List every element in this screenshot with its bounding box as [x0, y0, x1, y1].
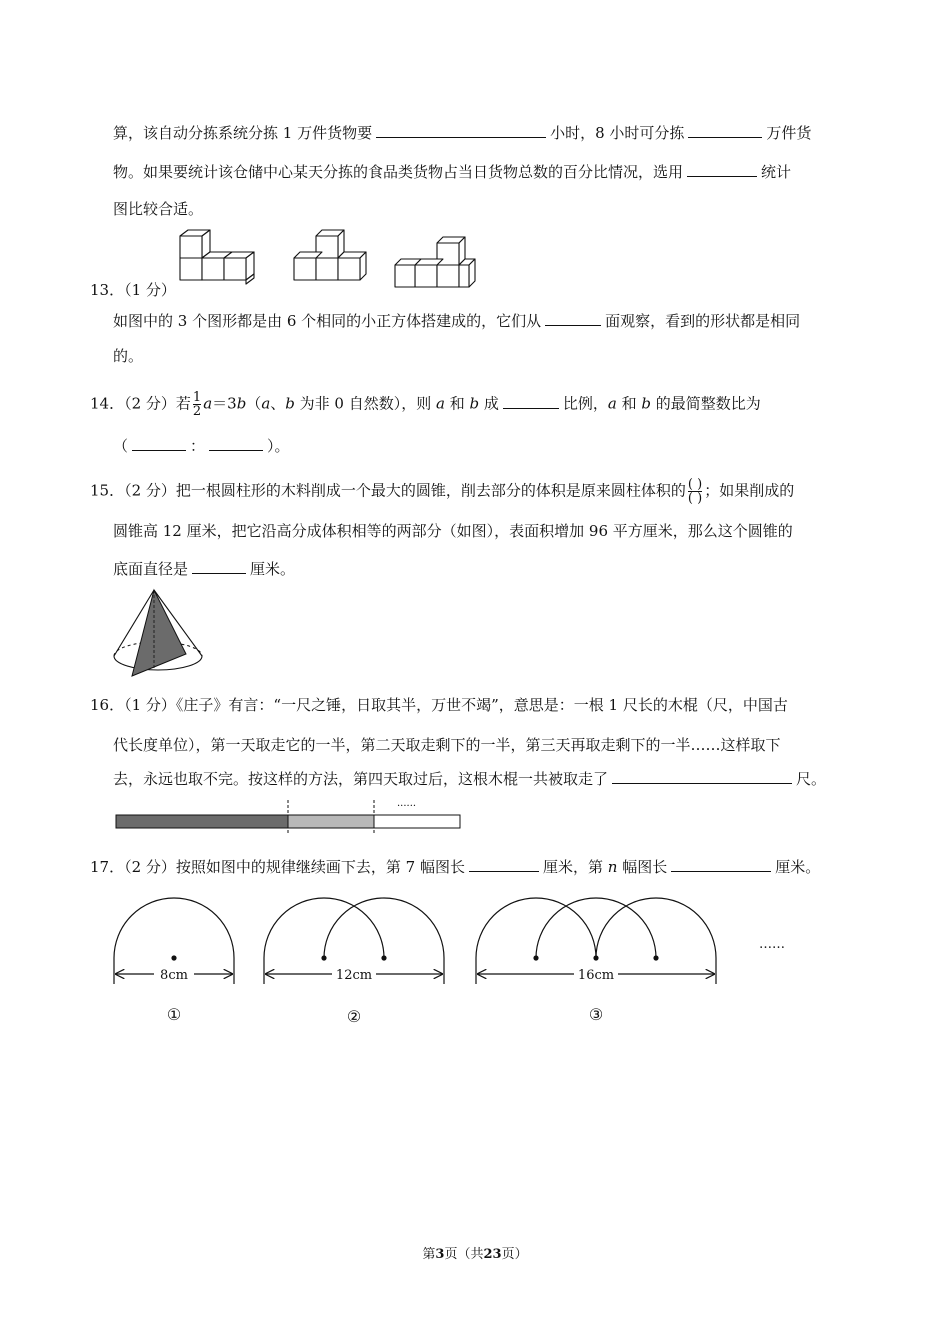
- q14-line1: 14．（2 分）若 $\frac{1}{2}$ a＝3b（a、b 为非 0 自然数），则 a 和 b 成 比例，a 和 b 的最简整数比为: [90, 390, 761, 419]
- fig1-length-label: 8cm: [160, 968, 188, 983]
- q16-blank-length[interactable]: [612, 768, 792, 784]
- q15-line2: 圆锥高 12 厘米，把它沿高分成体积相等的两部分（如图），表面积增加 96 平方厘米，那么这个圆锥的: [113, 522, 793, 540]
- q17-figures: [100, 890, 800, 1030]
- q12-text: 小时，8 小时可分拣: [550, 124, 685, 142]
- fig2-number: ②: [346, 1007, 362, 1026]
- fig3-length-label: 16cm: [577, 968, 615, 983]
- q13-line1: 如图中的 3 个图形都是由 6 个相同的小正方体搭建成的，它们从 面观察，看到的形状都是相同: [113, 312, 801, 330]
- q17-line1: 17．（2 分）按照如图中的规律继续画下去，第 7 幅图长 厘米，第 n 幅图长 厘米。: [90, 858, 821, 876]
- stick-day2-segment: [288, 815, 374, 828]
- cube-figure-3: [395, 237, 475, 287]
- q13-blank-direction[interactable]: [545, 310, 601, 326]
- q16-line1: 16．（1 分）《庄子》有言：“一尺之锤，日取其半，万世不竭”，意思是：一根 1 尺长的木棍（尺，中国古: [90, 696, 788, 714]
- stick-remaining-segment: [374, 815, 460, 828]
- q15-line3: 底面直径是 厘米。: [113, 560, 296, 578]
- fig2-length-label: 12cm: [335, 968, 373, 983]
- cube-figure-1: [180, 230, 254, 284]
- page-number: 3: [435, 1247, 445, 1262]
- stick-dots: ······: [397, 801, 417, 812]
- q13-cube-figures: [175, 228, 475, 292]
- q12-text: 万件货: [766, 124, 812, 142]
- q15-cone-figure: [110, 588, 206, 680]
- q15-fraction-blank[interactable]: $\frac{( )}{( )}$: [687, 477, 703, 506]
- q14-blank-proportion[interactable]: [503, 393, 559, 409]
- page-footer: 第3页（共23页）: [422, 1247, 528, 1262]
- q14-fraction: $\frac{1}{2}$: [192, 390, 202, 419]
- q13-number: 13．（1 分）: [90, 281, 176, 299]
- q15-line1: 15．（2 分）把一根圆柱形的木料削成一个最大的圆锥，削去部分的体积是原来圆柱体积的 $\frac{( )}{( )}$ ；如果削成的: [90, 477, 795, 506]
- q12-line1: [113, 122, 811, 143]
- q12-text: 物。如果要统计该仓储中心某天分拣的食品类货物占当日货物总数的百分比情况，选用: [113, 163, 684, 181]
- q12-line2: [113, 161, 791, 182]
- q12-blank-hours[interactable]: [376, 122, 546, 138]
- q12-text: 算，该自动分拣系统分拣 1 万件货物要: [113, 124, 373, 142]
- q12-line3: [113, 199, 203, 219]
- q17-blank-fign[interactable]: [671, 856, 771, 872]
- q14-line2: （ ： ）。: [113, 437, 290, 455]
- q15-blank-diameter[interactable]: [192, 558, 246, 574]
- cube-figure-2: [294, 230, 366, 280]
- q16-line2: 代长度单位），第一天取走它的一半，第二天取走剩下的一半，第三天再取走剩下的一半……这样取下: [113, 736, 781, 754]
- q12-text: 图比较合适。: [113, 200, 204, 218]
- q17-blank-fig7[interactable]: [469, 856, 539, 872]
- fig3-number: ③: [588, 1005, 604, 1024]
- fig1-number: ①: [166, 1005, 182, 1024]
- q16-stick-figure: [115, 798, 461, 834]
- page-total: 23: [483, 1247, 502, 1262]
- stick-day1-segment: [116, 815, 288, 828]
- figures-ellipsis: ……: [759, 937, 785, 952]
- q13-line2: 的。: [113, 347, 144, 365]
- q12-blank-items[interactable]: [688, 122, 762, 138]
- q16-line3: 去，永远也取不完。按这样的方法，第四天取过后，这根木棍一共被取走了 尺。: [113, 770, 827, 788]
- q12-blank-chart[interactable]: [687, 161, 757, 177]
- q12-text: 统计: [761, 163, 792, 181]
- q14-blank-ratio-a[interactable]: [132, 435, 186, 451]
- q14-blank-ratio-b[interactable]: [209, 435, 263, 451]
